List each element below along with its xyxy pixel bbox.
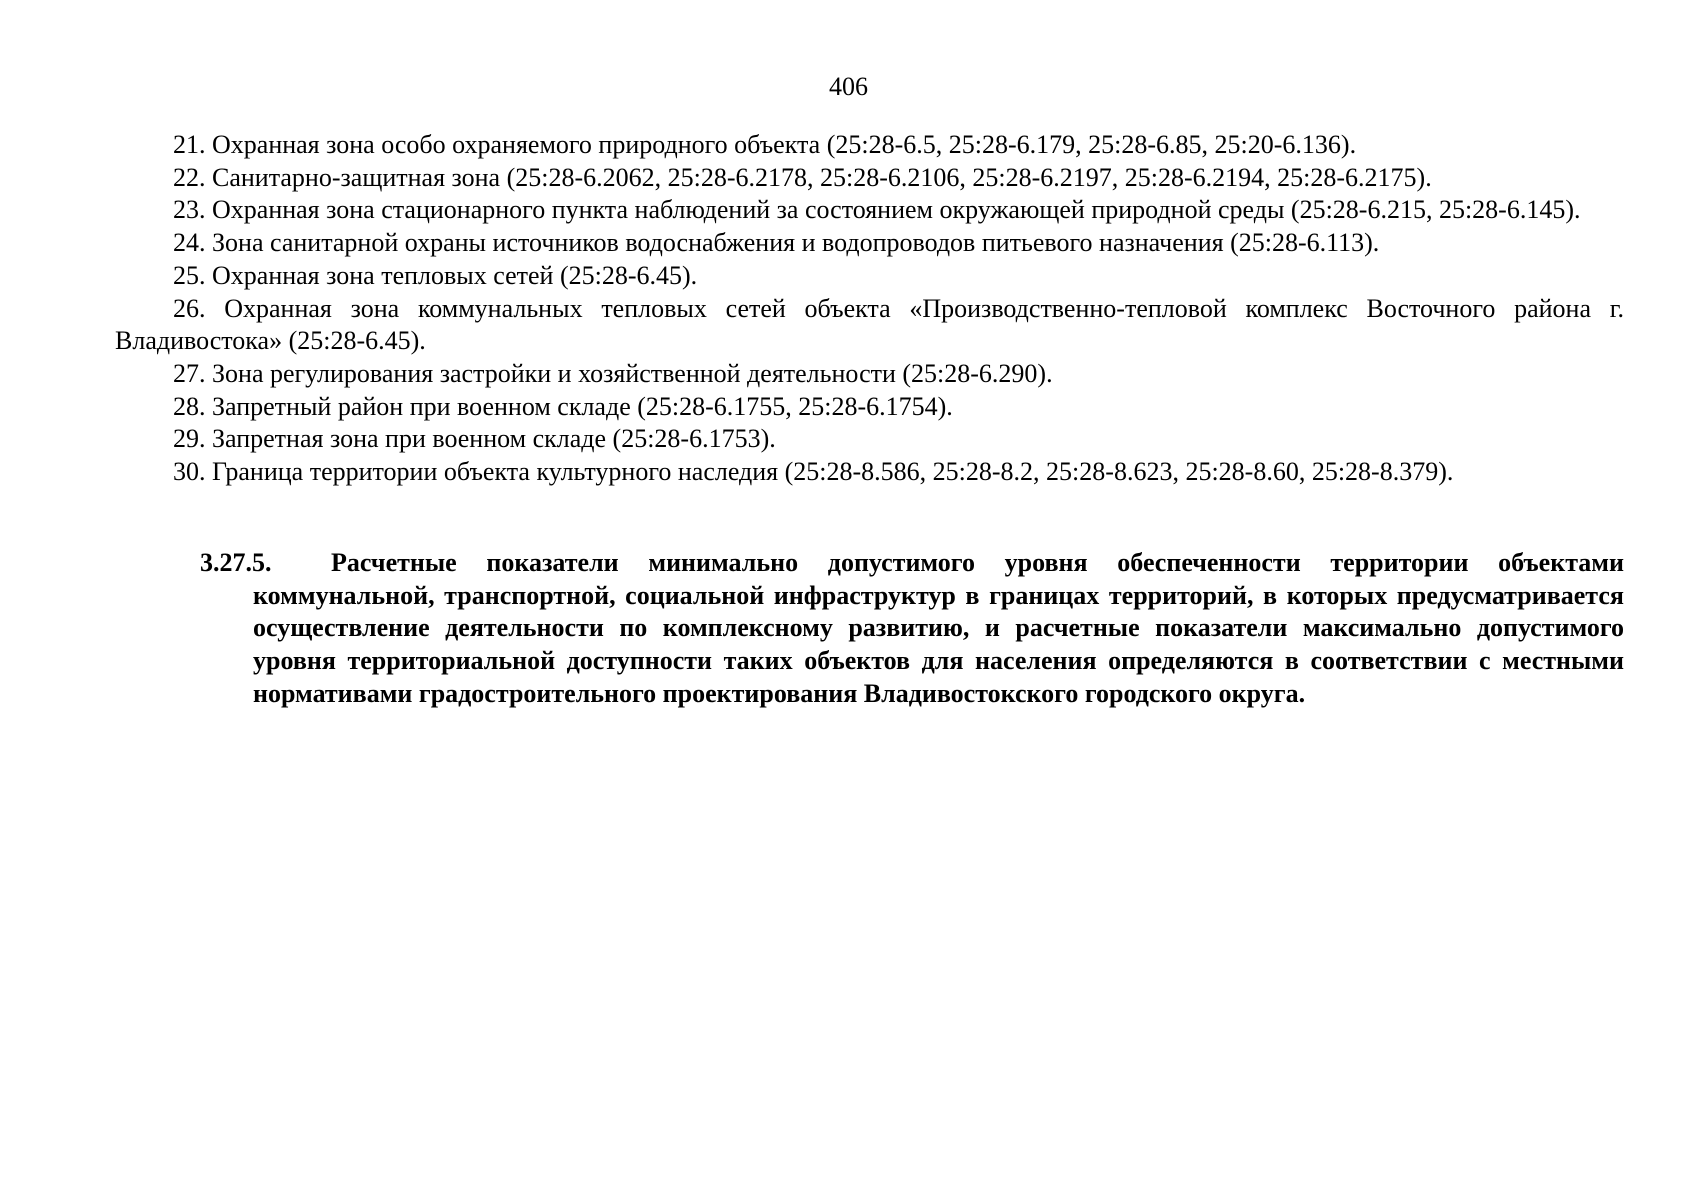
list-item: 27. Зона регулирования застройки и хозяйственной деятельности (25:28-6.290). [173,358,1053,388]
list-item: 25. Охранная зона тепловых сетей (25:28-6.45). [173,260,698,290]
section-number: 3.27.5. [200,548,272,577]
page-number: 406 [829,72,868,101]
list-item: 23. Охранная зона стационарного пункта наблюдений за состоянием окружающей природной среды (25:28-6.215, 25:28-6.145). [173,195,1581,225]
section-title-continuation: коммунальной, транспортной, социальной инфраструктур в границах территорий, в которых предусматривается осуществление деятельности по комплексному развитию, и расчетные показатели максимально допустимого уровня территориальной доступности таких объектов для населения определяются в соответствии с местными нормативами градостроительного проектирования Владивостокского городского округа. [253,580,1624,708]
list-item: 29. Запретная зона при военном складе (25:28-6.1753). [173,424,776,454]
list-item: 21. Охранная зона особо охраняемого природного объекта (25:28-6.5, 25:28-6.179, 25:28-6.85, 25:20-6.136). [173,130,1357,159]
section-heading [200,547,1624,711]
section-title-first-line: Расчетные показатели минимально допустимого уровня обеспеченности территории объектами [331,548,1624,577]
list-item: 24. Зона санитарной охраны источников водоснабжения и водопроводов питьевого назначения (25:28-6.113). [173,228,1380,258]
list-item: 28. Запретный район при военном складе (25:28-6.1755, 25:28-6.1754). [173,391,953,421]
restricted-zones-list [115,129,1624,489]
list-item: 26. Охранная зона коммунальных тепловых сетей объекта «Производственно-тепловой комплекс Восточного района г. Владивостока» (25:28-6.45). [115,293,1624,356]
section-heading-first-line [200,547,1624,580]
list-item: 30. Граница территории объекта культурного наследия (25:28-8.586, 25:28-8.2, 25:28-8.623, 25:28-8.60, 25:28-8.379). [173,457,1454,487]
list-item: 22. Санитарно-защитная зона (25:28-6.2062, 25:28-6.2178, 25:28-6.2106, 25:28-6.2197, 25:28-6.2194, 25:28-6.2175). [173,162,1432,192]
